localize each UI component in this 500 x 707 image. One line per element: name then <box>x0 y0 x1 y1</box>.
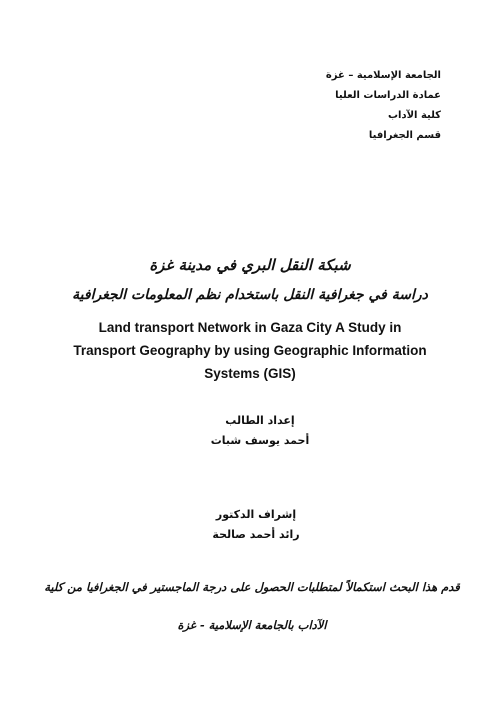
purpose-statement-line-2: الآداب بالجامعة الإسلامية - غزة <box>177 618 327 632</box>
arabic-subtitle: دراسة في جغرافية النقل باستخدام نظم المعلومات الجغرافية <box>72 287 428 303</box>
institution-header <box>326 66 441 146</box>
english-title-line-1: Land transport Network in Gaza City A Study in <box>98 320 402 335</box>
university-name: الجامعة الإسلامية – غزة <box>325 70 441 81</box>
english-title <box>0 316 500 385</box>
prepared-by-label: إعداد الطالب <box>225 414 295 427</box>
supervisor-label: إشراف الدكتور <box>215 508 297 521</box>
faculty-name: كلية الآداب <box>387 110 441 121</box>
deanship-name: عمادة الدراسات العليا <box>335 90 441 101</box>
supervisor-name: رائد أحمد صالحة <box>212 528 300 541</box>
english-title-line-2: Transport Geography by using Geographic Information <box>73 343 427 358</box>
arabic-title: شبكة النقل البري في مدينة غزة <box>149 256 351 274</box>
english-title-line-3: Systems (GIS) <box>204 366 296 381</box>
purpose-statement-line-1: قدم هذا البحث استكمالاً لمتطلبات الحصول على درجة الماجستير في الجغرافيا من كلية <box>44 580 460 594</box>
student-name: أحمد يوسف شبات <box>210 434 310 447</box>
department-name: قسم الجغرافيا <box>368 130 441 141</box>
